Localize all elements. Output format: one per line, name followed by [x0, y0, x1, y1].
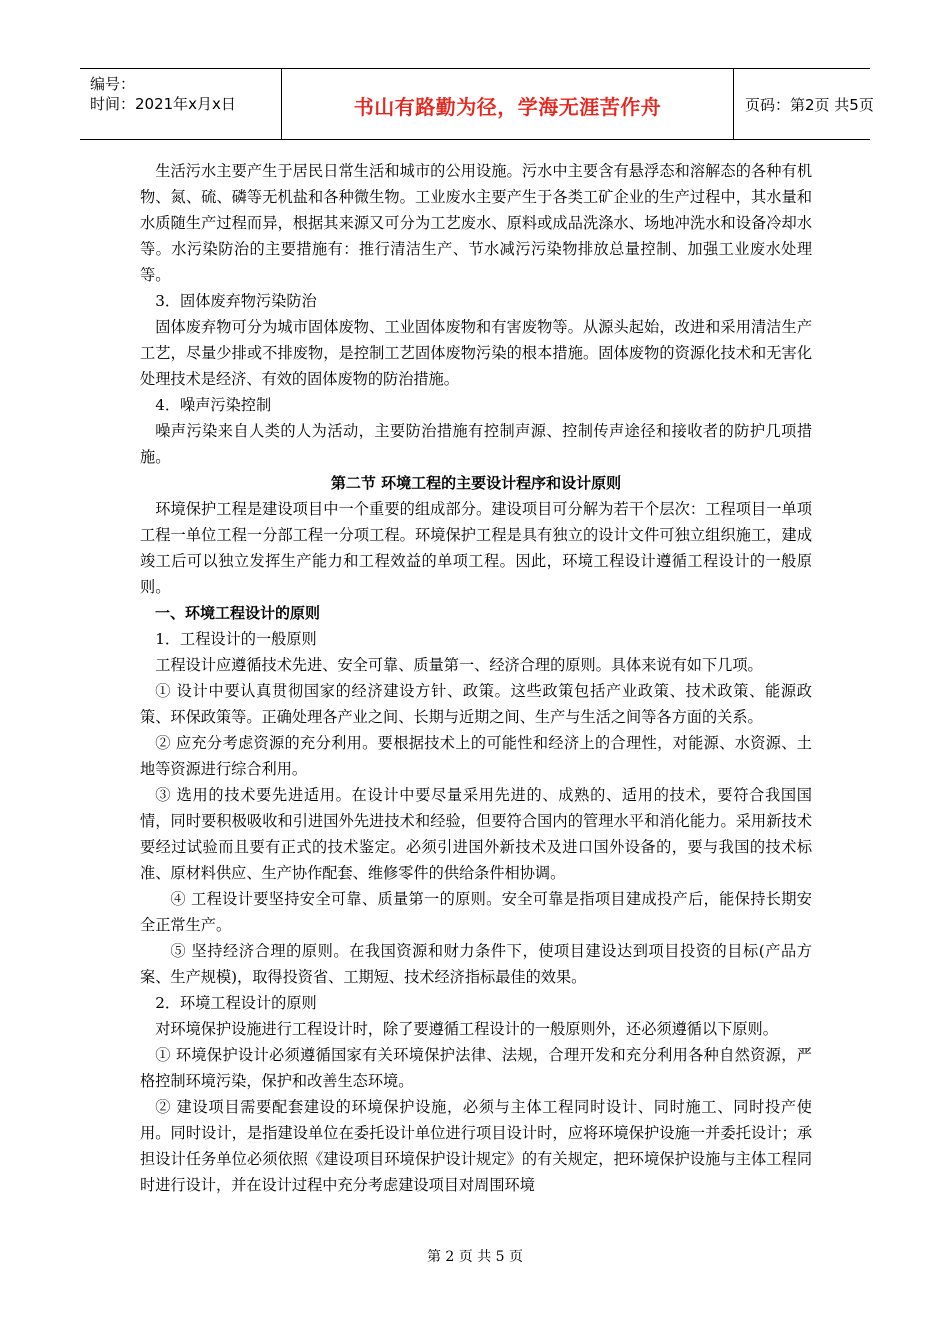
list-item: ② 应充分考虑资源的充分利用。要根据技术上的可能性和经济上的合理性，对能源、水资源、土地等资源进行综合利用。 [140, 734, 812, 778]
header-right-cell [733, 69, 874, 139]
paragraph: 固体废弃物可分为城市固体废物、工业固体废物和有害废物等。从源头起始，改进和采用清洁生产工艺，尽量少排或不排废物，是控制工艺固体废物污染的根本措施。固体废物的资源化技术和无害化处理技术是经济、有效的固体废物的防治措施。 [140, 318, 812, 388]
list-item: ③ 选用的技术要先进适用。在设计中要尽量采用先进的、成熟的、适用的技术，要符合我国国情，同时要积极吸收和引进国外先进技术和经验，但要符合国内的管理水平和消化能力。采用新技术要经过试验而且要有正式的技术鉴定。必须引进国外新技术及进口国外设备的，要与我国的技术标准、原材料供应、生产协作配套、维修零件的供给条件相协调。 [140, 786, 812, 882]
document-number-label: 编号： [90, 75, 136, 93]
chapter-section-title: 第二节 环境工程的主要设计程序和设计原则 [330, 474, 622, 492]
list-item: ② 建设项目需要配套建设的环境保护设施，必须与主体工程同时设计、同时施工、同时投产使用。同时设计，是指建设单位在委托设计单位进行项目设计时，应将环境保护设施一并委托设计；承担设计任务单位必须依照《建设项目环境保护设计规定》的有关规定，把环境保护设施与主体工程同时进行设计，并在设计过程中充分考虑建设项目对周围环境 [140, 1098, 812, 1194]
list-item: ④ 工程设计要坚持安全可靠、质量第一的原则。安全可靠是指项目建成投产后，能保持长期安全正常生产。 [140, 890, 812, 934]
header-left-cell [80, 69, 281, 139]
header-middle-cell [281, 69, 734, 139]
page-header [80, 68, 874, 140]
paragraph: 生活污水主要产生于居民日常生活和城市的公用设施。污水中主要含有悬浮态和溶解态的各种有机物、氮、硫、磷等无机盐和各种微生物。工业废水主要产生于各类工矿企业的生产过程中，其水量和水质随生产过程而异，根据其来源又可分为工艺废水、原料或成品洗涤水、场地冲洗水和设备冷却水等。水污染防治的主要措施有：推行清洁生产、节水减污污染物排放总量控制、加强工业废水处理等。 [140, 162, 812, 284]
header-motto: 书山有路勤为径，学海无涯苦作舟 [353, 95, 662, 119]
subsection-heading: 1．工程设计的一般原则 [155, 630, 317, 648]
paragraph: 噪声污染来自人类的人为活动，主要防治措施有控制声源、控制传声途径和接收者的防护几项措施。 [140, 422, 812, 466]
list-item: ① 环境保护设计必须遵循国家有关环境保护法律、法规，合理开发和充分利用各种自然资源，严格控制环境污染，保护和改善生态环境。 [140, 1046, 812, 1090]
list-item: ① 设计中要认真贯彻国家的经济建设方针、政策。这些政策包括产业政策、技术政策、能源政策、环保政策等。正确处理各产业之间、长期与近期之间、生产与生活之间等各方面的关系。 [140, 682, 812, 726]
list-item: ⑤ 坚持经济合理的原则。在我国资源和财力条件下，使项目建设达到项目投资的目标(产品方案、生产规模)，取得投资省、工期短、技术经济指标最佳的效果。 [140, 942, 812, 986]
section-heading: 4．噪声污染控制 [155, 396, 272, 414]
subsection-heading: 2．环境工程设计的原则 [155, 994, 317, 1012]
paragraph: 环境保护工程是建设项目中一个重要的组成部分。建设项目可分解为若干个层次：工程项目一单项工程一单位工程一分部工程一分项工程。环境保护工程是具有独立的设计文件可独立组织施工，建成竣工后可以独立发挥生产能力和工程效益的单项工程。因此，环境工程设计遵循工程设计的一般原则。 [140, 500, 812, 596]
page-footer: 第 2 页 共 5 页 [426, 1249, 524, 1265]
section-heading: 3．固体废弃物污染防治 [155, 292, 317, 310]
document-time-label: 时间：2021年x月x日 [90, 95, 236, 113]
paragraph: 对环境保护设施进行工程设计时，除了要遵循工程设计的一般原则外，还必须遵循以下原则。 [155, 1020, 778, 1038]
document-body [140, 158, 812, 1198]
header-page-label: 页码：第2页 共5页 [745, 96, 874, 114]
paragraph: 工程设计应遵循技术先进、安全可靠、质量第一、经济合理的原则。具体来说有如下几项。 [155, 656, 763, 674]
section-heading-bold: 一、环境工程设计的原则 [155, 604, 321, 622]
